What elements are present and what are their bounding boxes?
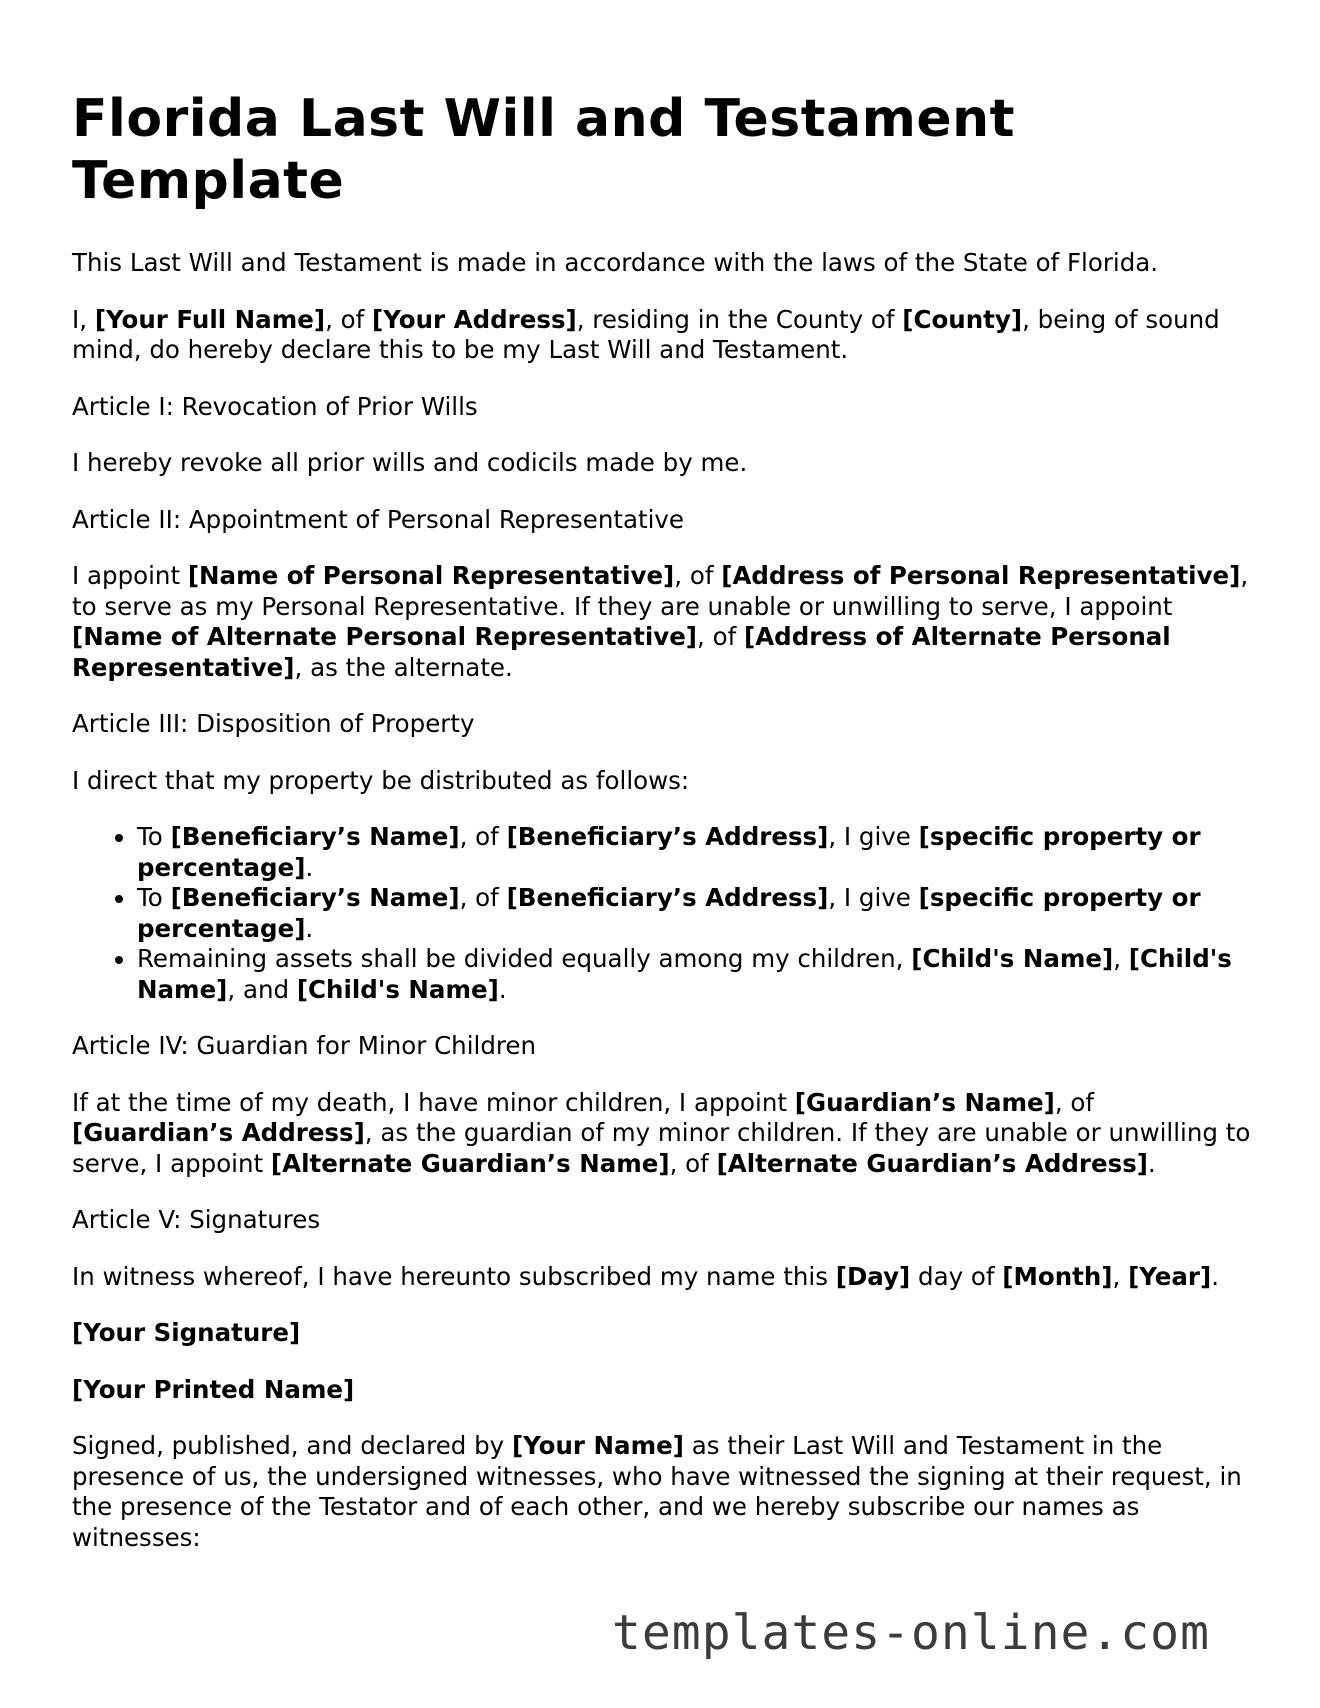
- article-4-text: If at the time of my death, I have minor children, I appoint [Guardian’s Name], of [Guardian’s Address], as the guardian of my minor children. If they are unable or unwilling to serve, I appoint [Alternate Guardian’s Name], of [Alternate Guardian’s Address].: [72, 1087, 1251, 1178]
- placeholder-alternate-representative-address: [Address of Alternate Personal Representative]: [72, 622, 1171, 682]
- placeholder-your-name: [Your Name]: [511, 1431, 684, 1460]
- placeholder-alternate-guardian-name: [Alternate Guardian’s Name]: [270, 1148, 670, 1178]
- placeholder-representative-address: [Address of Personal Representative]: [721, 561, 1241, 590]
- placeholder-year: [Year]: [1128, 1261, 1212, 1291]
- article-5-text: In witness whereof, I have hereunto subscribed my name this [Day] day of [Month], [Year].: [72, 1261, 1219, 1291]
- article-2-heading: Article II: Appointment of Personal Representative: [72, 504, 684, 534]
- article-1-text: I hereby revoke all prior wills and codicils made by me.: [72, 448, 748, 477]
- placeholder-alternate-representative-name: [Name of Alternate Personal Representative]: [72, 622, 698, 651]
- declaration-paragraph: I, [Your Full Name], of [Your Address], residing in the County of [County], being of sound mind, do hereby declare this to be my Last Will and Testament.: [72, 304, 1220, 364]
- list-item: • To [Beneficiary’s Name], of [Beneficiary’s Address], I give [specific property or percentage].: [137, 822, 1252, 883]
- article-2-text: I appoint [Name of Personal Representative], of [Address of Personal Representative], to serve as my Personal Representative. If they are unable or unwilling to serve, I appoint [Name of Alternate Personal Representative], of [Address of Alternate Personal Representative], as the alternate.: [72, 561, 1249, 682]
- witness-paragraph: Signed, published, and declared by [Your Name] as their Last Will and Testament in the presence of us, the undersigned witnesses, who have witnessed the signing at their request, in the presence of the Testator and of each other, and we hereby subscribe our names as witnesses:: [72, 1431, 1242, 1552]
- signature-line: [Your Signature]: [72, 1318, 301, 1347]
- article-5-heading: Article V: Signatures: [72, 1205, 321, 1234]
- placeholder-day: [Day]: [835, 1261, 911, 1291]
- list-item: • To [Beneficiary’s Name], of [Beneficiary’s Address], I give [specific property or percentage].: [137, 883, 1252, 944]
- placeholder-address: [Your Address]: [372, 304, 577, 334]
- intro-paragraph: This Last Will and Testament is made in accordance with the laws of the State of Florida.: [72, 248, 1159, 277]
- placeholder-guardian-name: [Guardian’s Name]: [794, 1087, 1055, 1117]
- article-4-heading: Article IV: Guardian for Minor Children: [72, 1031, 537, 1060]
- document-page: [72, 88, 1252, 1579]
- placeholder-guardian-address: [Guardian’s Address]: [72, 1118, 365, 1147]
- document-title: Florida Last Will and Testament Template: [72, 89, 1016, 211]
- list-item: • Remaining assets shall be divided equally among my children, [Child's Name], [Child's Name], and [Child's Name].: [137, 944, 1252, 1005]
- article-3-heading: Article III: Disposition of Property: [72, 709, 475, 738]
- property-distribution-list: [72, 822, 1252, 1005]
- placeholder-county: [County]: [902, 304, 1023, 334]
- article-1-heading: Article I: Revocation of Prior Wills: [72, 391, 478, 421]
- placeholder-full-name: [Your Full Name]: [94, 304, 326, 334]
- placeholder-alternate-guardian-address: [Alternate Guardian’s Address]: [716, 1148, 1148, 1178]
- printed-name-line: [Your Printed Name]: [72, 1374, 355, 1404]
- placeholder-month: [Month]: [1002, 1261, 1113, 1291]
- placeholder-representative-name: [Name of Personal Representative]: [187, 561, 675, 590]
- article-3-intro: I direct that my property be distributed as follows:: [72, 765, 690, 795]
- watermark: templates-online.com: [612, 1605, 1210, 1661]
